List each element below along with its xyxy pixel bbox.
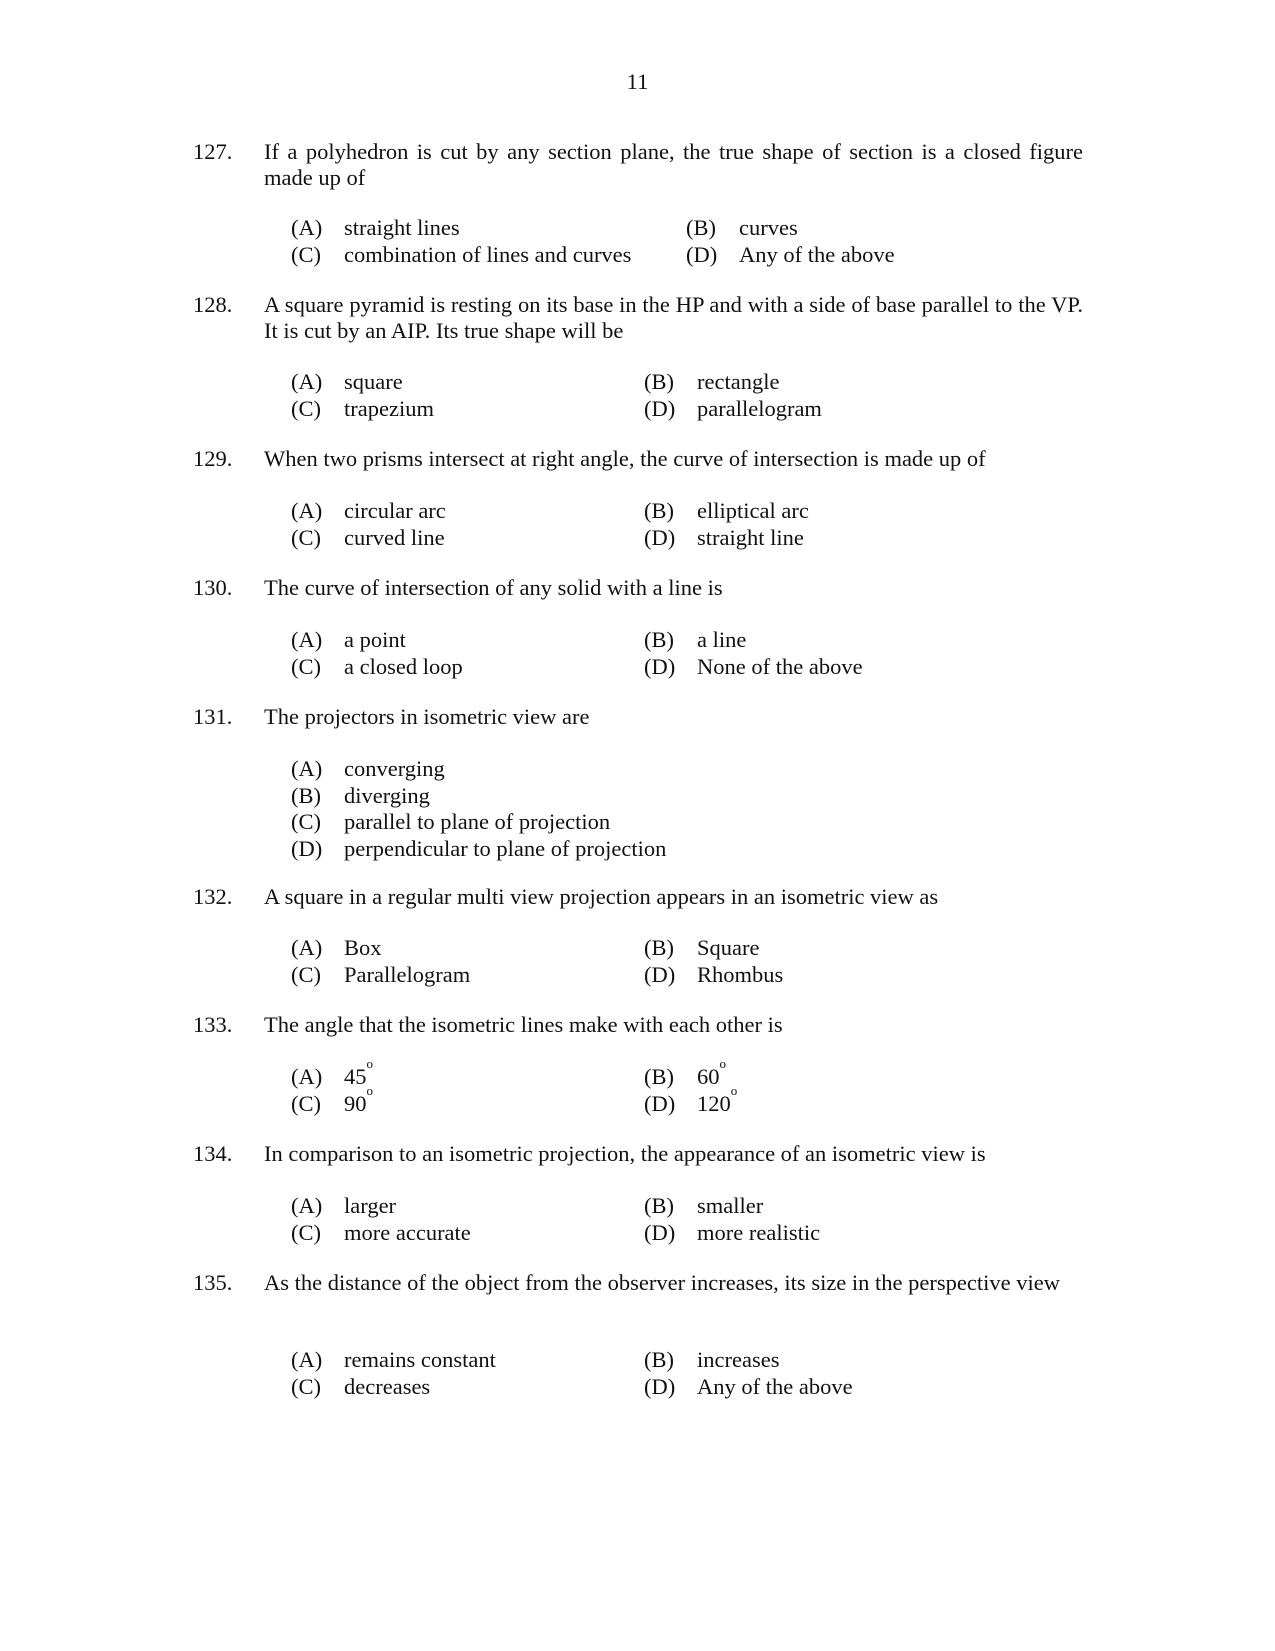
option-c: (C) a closed loop <box>291 653 463 679</box>
option-b: (B) a line <box>644 627 747 652</box>
question-number: 131. <box>193 704 233 729</box>
option-a: (A) a point <box>291 627 406 652</box>
option-d: (D) perpendicular to plane of projection <box>291 835 667 861</box>
option-a: (A) converging <box>291 756 445 781</box>
question-127 <box>193 139 1083 191</box>
question-text: As the distance of the object from the observer increases, its size in the perspective view <box>264 1270 1060 1295</box>
option-a: (A) square <box>291 369 403 394</box>
question-text: A square in a regular multi view projection appears in an isometric view as <box>264 884 939 909</box>
options-130 <box>291 627 1081 680</box>
option-b: (B) smaller <box>644 1193 764 1218</box>
question-134 <box>193 1141 1083 1167</box>
question-number: 129. <box>193 446 233 471</box>
question-text: The angle that the isometric lines make with each other is <box>264 1012 783 1037</box>
question-130 <box>193 575 1083 601</box>
option-b: (B) rectangle <box>644 369 780 394</box>
option-c: (C) trapezium <box>291 395 434 421</box>
question-text: If a polyhedron is cut by any section plane, the true shape of section is a closed figure made up of <box>264 139 1083 190</box>
option-a: (A) circular arc <box>291 498 446 523</box>
options-134 <box>291 1193 1081 1246</box>
options-128 <box>291 369 1081 422</box>
option-c: (C) combination of lines and curves <box>291 241 632 267</box>
option-c: (C) decreases <box>291 1373 431 1399</box>
option-d: (D) straight line <box>644 524 804 550</box>
question-text: The projectors in isometric view are <box>264 704 590 729</box>
options-132 <box>291 935 1081 988</box>
question-number: 127. <box>193 139 233 164</box>
option-a: (A) remains constant <box>291 1347 496 1372</box>
question-129 <box>193 446 1083 472</box>
question-text: The curve of intersection of any solid with a line is <box>264 575 723 600</box>
option-d: (D) Any of the above <box>686 241 895 267</box>
question-131 <box>193 704 1083 730</box>
option-d: (D) Any of the above <box>644 1373 853 1399</box>
option-b: (B) increases <box>644 1347 780 1372</box>
option-b: (B) curves <box>686 215 798 240</box>
option-b: (B) elliptical arc <box>644 498 809 523</box>
option-a: (A) straight lines <box>291 215 460 240</box>
option-a: (A) larger <box>291 1193 397 1218</box>
options-133 <box>291 1056 1081 1117</box>
options-127 <box>291 215 1081 268</box>
question-number: 133. <box>193 1012 233 1037</box>
option-d: (D) None of the above <box>644 653 863 679</box>
option-d: (D) Rhombus <box>644 961 784 987</box>
question-133 <box>193 1012 1083 1038</box>
option-c: (C) Parallelogram <box>291 961 471 987</box>
option-d: (D) parallelogram <box>644 395 822 421</box>
options-129 <box>291 498 1081 551</box>
options-135 <box>291 1347 1081 1400</box>
option-a: (A) Box <box>291 935 382 960</box>
question-text: In comparison to an isometric projection, the appearance of an isometric view is <box>264 1141 986 1166</box>
option-a: (A) 45 o <box>291 1056 373 1089</box>
options-131 <box>291 756 1081 862</box>
question-132 <box>193 884 1083 910</box>
option-c: (C) parallel to plane of projection <box>291 809 611 834</box>
option-c: (C) curved line <box>291 524 445 550</box>
option-b: (B) Square <box>644 935 760 960</box>
question-128 <box>193 292 1083 344</box>
option-b: (B) diverging <box>291 782 430 808</box>
question-number: 135. <box>193 1270 233 1295</box>
page-number: 11 <box>626 69 649 94</box>
question-number: 130. <box>193 575 233 600</box>
option-c: (C) 90 o <box>291 1082 373 1116</box>
question-text: A square pyramid is resting on its base in the HP and with a side of base parallel to the VP. It is cut by an AIP. Its true shape will be <box>264 292 1083 343</box>
question-number: 134. <box>193 1141 233 1166</box>
question-text: When two prisms intersect at right angle, the curve of intersection is made up of <box>264 446 986 471</box>
question-135 <box>193 1270 1083 1296</box>
question-number: 132. <box>193 884 233 909</box>
option-d: (D) 120 o <box>644 1082 738 1116</box>
option-b: (B) 60 o <box>644 1056 726 1089</box>
option-d: (D) more realistic <box>644 1219 821 1245</box>
option-c: (C) more accurate <box>291 1219 471 1245</box>
question-number: 128. <box>193 292 233 317</box>
